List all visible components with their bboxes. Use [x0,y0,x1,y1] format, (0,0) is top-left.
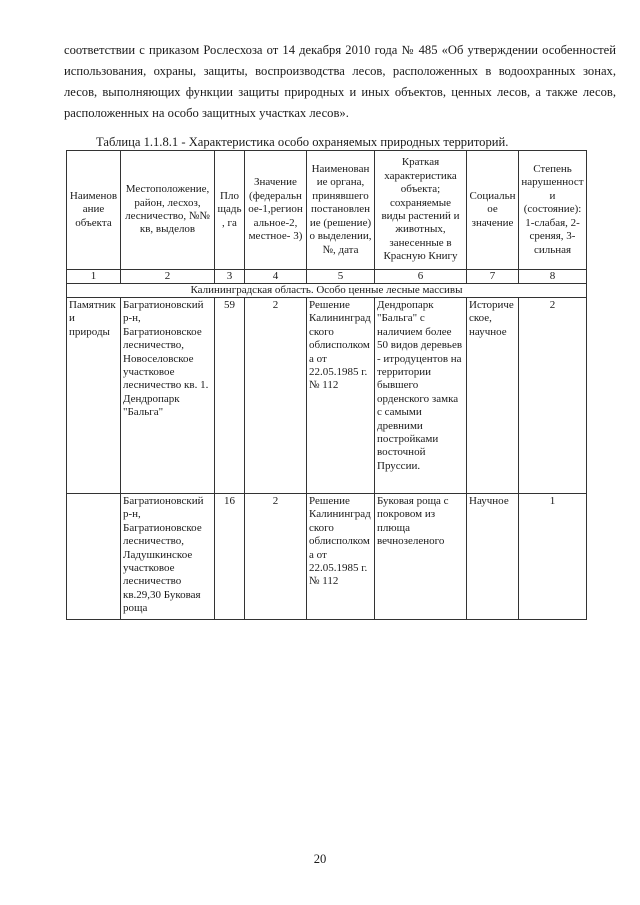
protected-areas-table [66,150,587,620]
header-significance: Значение (федеральное-1,региональное-2, местное- 3) [245,151,307,270]
cell-degree: 1 [519,494,587,620]
column-number: 4 [245,270,307,284]
cell-degree: 2 [519,298,587,494]
column-number: 6 [375,270,467,284]
header-name: Наименование объекта [67,151,121,270]
header-social: Социальное значение [467,151,519,270]
cell-name: Памятники природы [67,298,121,494]
header-description: Краткая характеристика объекта; сохраняемые виды растений и животных, занесенные в Красную Книгу [375,151,467,270]
column-numbers-row [67,270,587,284]
cell-location: Багратионовский р-н, Багратионовское лесничество, Новоселовское участковое лесничество кв. 1. Дендропарк "Бальга" [121,298,215,494]
intro-text: соответствии с приказом Рослесхоза от 14 декабря 2010 года № 485 «Об утверждении особенностей использования, охраны, защиты, воспроизводства лесов, расположенных в водоохранных зонах, лесов, выполняющих функции защиты природных и иных объектов, ценных лесов, а также лесов, расположенных на особо защитных участках лесов». [64,43,616,120]
page-number: 20 [313,852,327,866]
header-location: Местоположение, район, лесхоз, лесничество, №№ кв, выделов [121,151,215,270]
cell-name [67,494,121,620]
cell-area: 59 [215,298,245,494]
group-title-row [67,284,587,298]
column-number: 3 [215,270,245,284]
column-number: 2 [121,270,215,284]
cell-social: Историческое, научное [467,298,519,494]
table-row [67,298,587,494]
cell-social: Научное [467,494,519,620]
cell-description: Буковая роща с покровом из плюща вечнозеленого [375,494,467,620]
table-caption: Таблица 1.1.8.1 - Характеристика особо охраняемых природных территорий. [96,135,509,149]
cell-significance: 2 [245,298,307,494]
cell-authority: Решение Калининградского облисполкома от 22.05.1985 г. № 112 [307,298,375,494]
header-area: Площадь, га [215,151,245,270]
table-header-row [67,151,587,270]
cell-description: Дендропарк "Бальга" с наличием более 50 видов деревьев - итродуцентов на территории бывшего орденского замка с самыми древними постройками восточной Пруссии. [375,298,467,494]
cell-location: Багратионовский р-н, Багратионовское лесничество, Ладушкинское участковое лесничество кв.29,30 Буковая роща [121,494,215,620]
header-degree: Степень нарушенности (состояние): 1-слабая, 2-среняя, 3- сильная [519,151,587,270]
intro-paragraph [64,40,616,124]
cell-authority: Решение Калининградского облисполкома от 22.05.1985 г. № 112 [307,494,375,620]
column-number: 1 [67,270,121,284]
group-title: Калининградская область. Особо ценные лесные массивы [67,284,587,298]
column-number: 8 [519,270,587,284]
cell-significance: 2 [245,494,307,620]
table-row [67,494,587,620]
cell-area: 16 [215,494,245,620]
column-number: 7 [467,270,519,284]
header-authority: Наименование органа, принявшего постановление (решение) о выделении, №, дата [307,151,375,270]
column-number: 5 [307,270,375,284]
